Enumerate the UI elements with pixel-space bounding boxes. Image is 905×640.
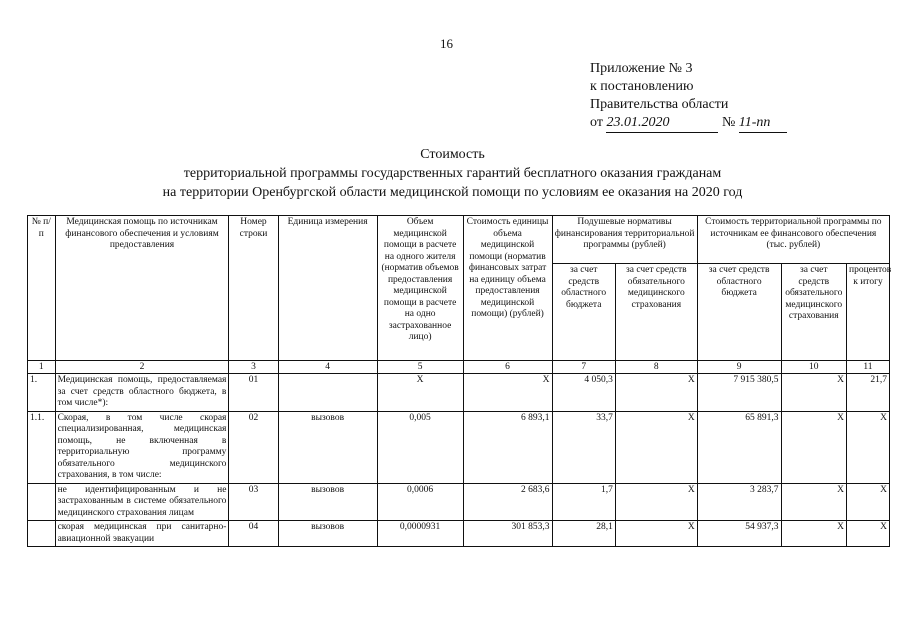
row-num <box>28 483 56 521</box>
title-line1: Стоимость <box>420 147 485 162</box>
col-number: 8 <box>615 361 697 374</box>
row-percapita-budget: 4 050,3 <box>552 374 615 412</box>
number-prefix: № <box>721 115 736 130</box>
header-row-no: Номер строки <box>229 216 278 361</box>
row-total-budget: 7 915 380,5 <box>697 374 781 412</box>
appendix-block <box>590 60 787 133</box>
row-total-budget: 3 283,7 <box>697 483 781 521</box>
row-unit: вызовов <box>278 483 377 521</box>
row-percapita-oms: X <box>615 411 697 483</box>
row-line: 02 <box>229 411 278 483</box>
col-number: 11 <box>846 361 889 374</box>
col-number: 7 <box>552 361 615 374</box>
row-volume: X <box>377 374 463 412</box>
row-total-pct: X <box>846 521 889 547</box>
row-percapita-budget: 33,7 <box>552 411 615 483</box>
row-num: 1.1. <box>28 411 56 483</box>
row-total-pct: X <box>846 483 889 521</box>
row-total-oms: X <box>781 411 846 483</box>
row-unit: вызовов <box>278 411 377 483</box>
row-num: 1. <box>28 374 56 412</box>
row-unit: вызовов <box>278 521 377 547</box>
row-name: Медицинская помощь, предоставляемая за счет средств областного бюджета, в том числе*): <box>55 374 229 412</box>
title-line2: территориальной программы государственных гарантий бесплатного оказания гражданам <box>183 166 722 181</box>
row-unit <box>278 374 377 412</box>
cost-table <box>27 215 890 547</box>
row-cost: 6 893,1 <box>463 411 552 483</box>
row-total-budget: 65 891,3 <box>697 411 781 483</box>
header-unit: Единица измерения <box>278 216 377 361</box>
page-number: 16 <box>440 36 453 51</box>
header-percapita-budget: за счет средств областного бюджета <box>552 264 615 361</box>
row-total-budget: 54 937,3 <box>697 521 781 547</box>
header-total-pct: процентов к итогу <box>846 264 889 361</box>
table-row <box>28 483 890 521</box>
header-total-budget: за счет средств областного бюджета <box>697 264 781 361</box>
document-title <box>0 145 905 202</box>
row-percapita-oms: X <box>615 483 697 521</box>
table-row <box>28 411 890 483</box>
row-cost: X <box>463 374 552 412</box>
row-num <box>28 521 56 547</box>
date-prefix: от <box>590 115 603 130</box>
header-cost: Стоимость единицы объема медицинской помощи (норматив финансовых затрат на единицу объема предоставления медицинской помощи) (рублей) <box>463 216 552 361</box>
row-volume: 0,0006 <box>377 483 463 521</box>
row-cost: 301 853,3 <box>463 521 552 547</box>
row-line: 01 <box>229 374 278 412</box>
row-total-oms: X <box>781 483 846 521</box>
row-percapita-oms: X <box>615 521 697 547</box>
header-volume: Объем медицинской помощи в расчете на одного жителя (норматив объемов предоставления медицинской помощи в расчете на одно застрахованное лицо) <box>377 216 463 361</box>
row-percapita-budget: 1,7 <box>552 483 615 521</box>
title-line3: на территории Оренбургской области медицинской помощи по условиям ее оказания на 2020 год <box>162 185 743 200</box>
table-row <box>28 521 890 547</box>
col-number: 4 <box>278 361 377 374</box>
col-number: 1 <box>28 361 56 374</box>
appendix-line2: к постановлению <box>590 79 694 94</box>
header-percapita-oms: за счет средств обязательного медицинского страхования <box>615 264 697 361</box>
row-percapita-budget: 28,1 <box>552 521 615 547</box>
row-total-pct: X <box>846 411 889 483</box>
row-total-oms: X <box>781 521 846 547</box>
header-num: № п/п <box>28 216 56 361</box>
row-cost: 2 683,6 <box>463 483 552 521</box>
header-care: Медицинская помощь по источникам финансового обеспечения и условиям предоставления <box>55 216 229 361</box>
col-number: 3 <box>229 361 278 374</box>
col-number: 5 <box>377 361 463 374</box>
appendix-line3: Правительства области <box>590 97 729 112</box>
row-volume: 0,005 <box>377 411 463 483</box>
appendix-date-line <box>590 114 787 133</box>
header-row-1 <box>28 216 890 264</box>
header-total-oms: за счет средств обязательного медицинского страхования <box>781 264 846 361</box>
row-volume: 0,0000931 <box>377 521 463 547</box>
col-number: 10 <box>781 361 846 374</box>
col-number: 9 <box>697 361 781 374</box>
number-value: 11-пп <box>739 114 787 133</box>
date-value: 23.01.2020 <box>606 114 718 133</box>
col-number: 6 <box>463 361 552 374</box>
table-row <box>28 374 890 412</box>
row-name: скорая медицинская при санитарно-авиационной эвакуации <box>55 521 229 547</box>
column-number-row <box>28 361 890 374</box>
row-name: не идентифицированным и не застрахованным в системе обязательного медицинского страхования лицам <box>55 483 229 521</box>
row-total-pct: 21,7 <box>846 374 889 412</box>
header-total-group: Стоимость территориальной программы по источникам ее финансового обеспечения (тыс. рублей) <box>697 216 889 264</box>
header-percapita-group: Подушевые нормативы финансирования территориальной программы (рублей) <box>552 216 697 264</box>
col-number: 2 <box>55 361 229 374</box>
row-line: 03 <box>229 483 278 521</box>
row-name: Скорая, в том числе скорая специализированная, медицинская помощь, не включенная в территориальную программу обязательного медицинского страхования, в том числе: <box>55 411 229 483</box>
row-total-oms: X <box>781 374 846 412</box>
appendix-line1: Приложение № 3 <box>590 61 693 76</box>
row-line: 04 <box>229 521 278 547</box>
row-percapita-oms: X <box>615 374 697 412</box>
